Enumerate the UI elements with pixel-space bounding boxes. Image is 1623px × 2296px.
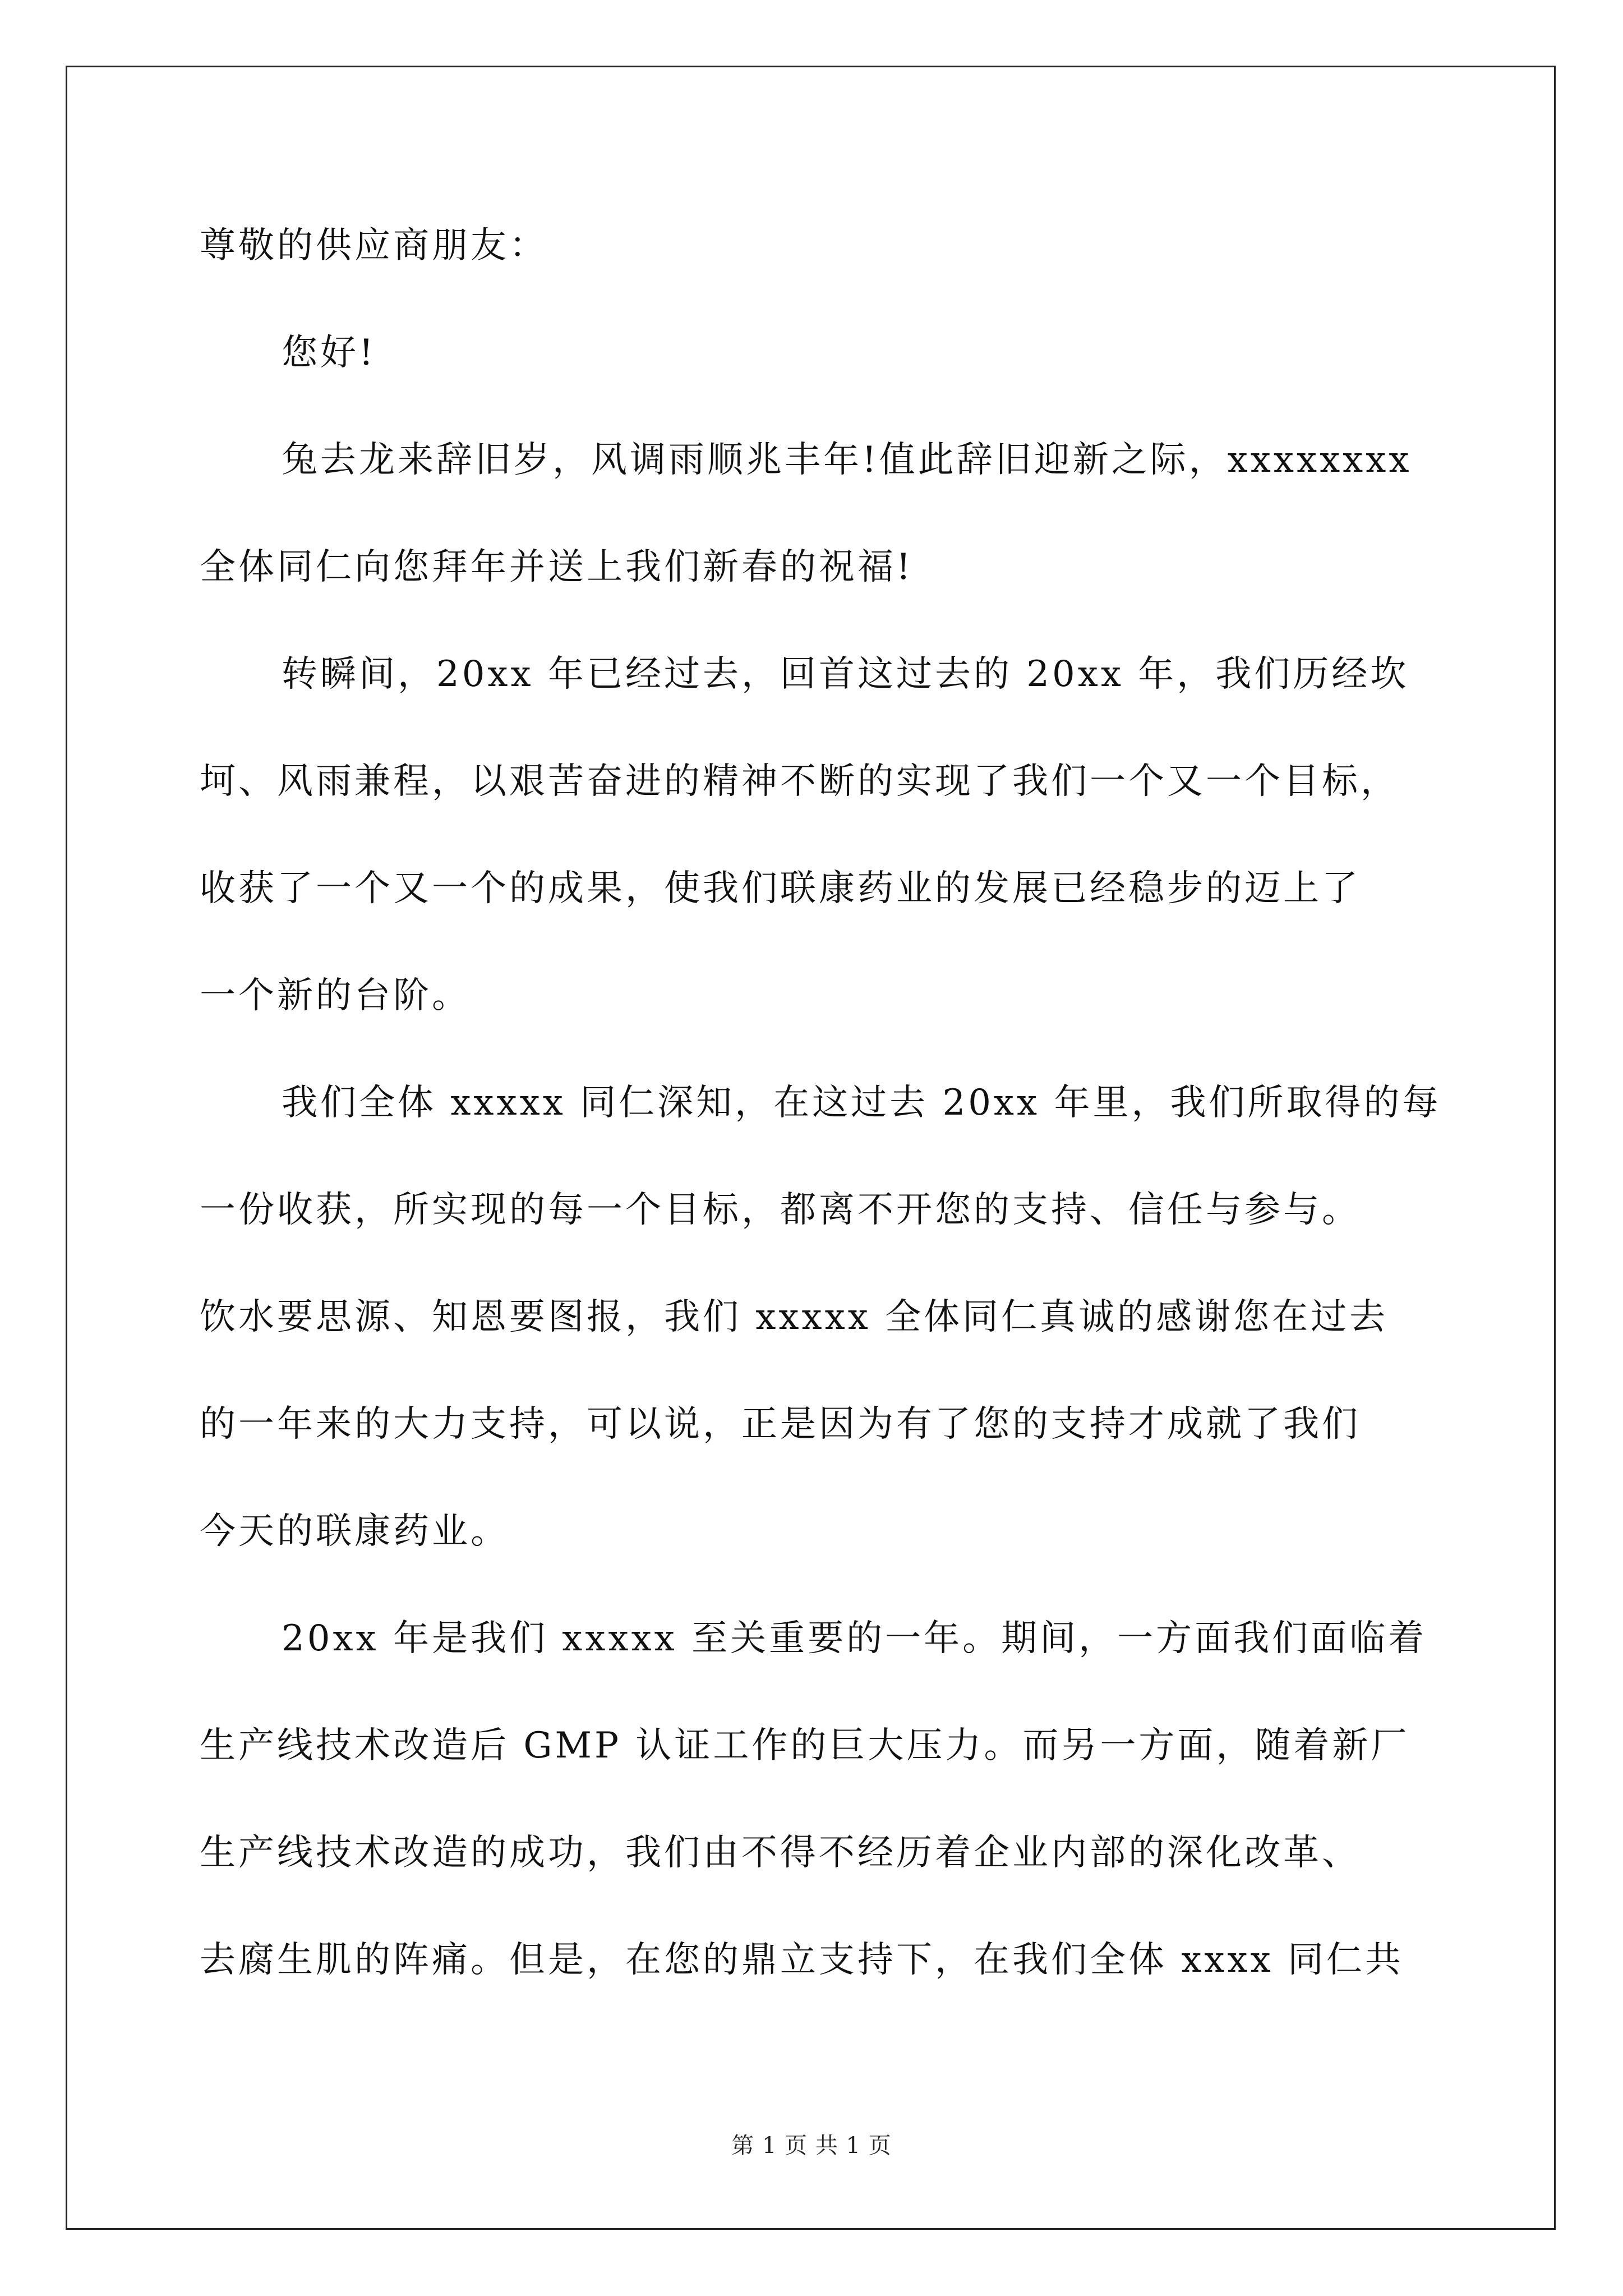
paragraph-line: 去腐生肌的阵痛。但是，在您的鼎立支持下，在我们全体 xxxx 同仁共 bbox=[200, 1939, 1404, 1981]
paragraph-line: 生产线技术改造后 GMP 认证工作的巨大压力。而另一方面，随着新厂 bbox=[200, 1725, 1410, 1766]
paragraph-line: 20xx 年是我们 xxxxx 至关重要的一年。期间，一方面我们面临着 bbox=[282, 1618, 1427, 1659]
paragraph-line: 转瞬间，20xx 年已经过去，回首这过去的 20xx 年，我们历经坎 bbox=[282, 654, 1409, 695]
paragraph-line: 兔去龙来辞旧岁，风调雨顺兆丰年!值此辞旧迎新之际，xxxxxxxx bbox=[282, 439, 1412, 481]
paragraph-line: 今天的联康药业。 bbox=[200, 1511, 509, 1552]
paragraph-line: 生产线技术改造的成功，我们由不得不经历着企业内部的深化改革、 bbox=[200, 1832, 1361, 1874]
paragraph-line: 一份收获，所实现的每一个目标，都离不开您的支持、信任与参与。 bbox=[200, 1189, 1361, 1231]
page-footer: 第 1 页 共 1 页 bbox=[731, 2133, 892, 2159]
paragraph-line: 坷、风雨兼程，以艰苦奋进的精神不断的实现了我们一个又一个目标， bbox=[200, 761, 1399, 802]
paragraph-line: 的一年来的大力支持，可以说，正是因为有了您的支持才成就了我们 bbox=[200, 1404, 1361, 1445]
page-border bbox=[66, 66, 1556, 2230]
salutation: 尊敬的供应商朋友： bbox=[200, 225, 548, 266]
paragraph-line: 我们全体 xxxxx 同仁深知，在这过去 20xx 年里，我们所取得的每 bbox=[282, 1082, 1441, 1124]
paragraph-line: 收获了一个又一个的成果，使我们联康药业的发展已经稳步的迈上了 bbox=[200, 868, 1361, 909]
paragraph-line: 一个新的台阶。 bbox=[200, 975, 471, 1016]
greeting: 您好! bbox=[282, 332, 376, 374]
paragraph-line: 全体同仁向您拜年并送上我们新春的祝福! bbox=[200, 546, 914, 588]
paragraph-line: 饮水要思源、知恩要图报，我们 xxxxx 全体同仁真诚的感谢您在过去 bbox=[200, 1296, 1389, 1338]
